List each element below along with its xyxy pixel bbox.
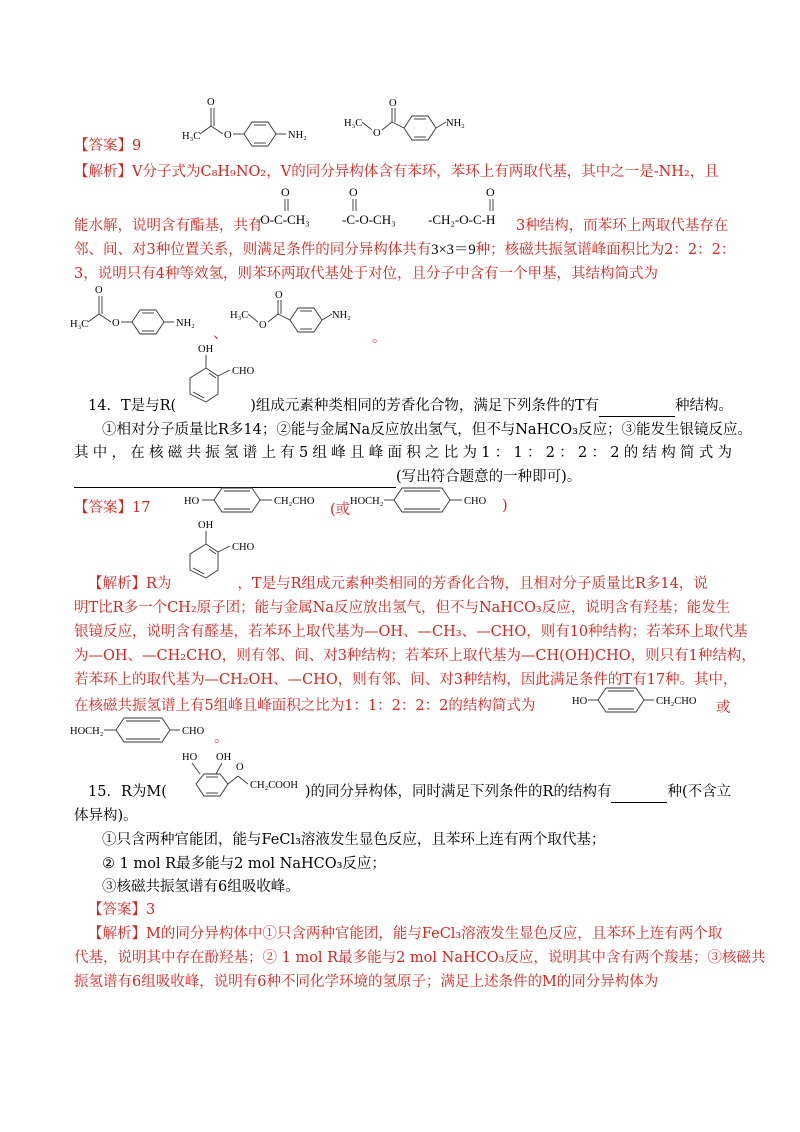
- svg-text:O: O: [275, 290, 283, 301]
- q13-analysis-line2b: 3种结构，而苯环上两取代基存在: [516, 218, 729, 234]
- svg-text:O: O: [281, 185, 290, 199]
- q15-cond1: ①只含两种官能团，能与FeCl₃溶液发生显色反应，且苯环上连有两个取代基；: [102, 832, 606, 848]
- structure-analysis-ans1: [568, 682, 728, 722]
- svg-text:O: O: [112, 318, 120, 329]
- q14-answer-blank[interactable]: [599, 396, 675, 417]
- svg-text:O: O: [373, 128, 381, 139]
- label-oh: OH: [198, 344, 214, 355]
- or-open: (或: [330, 502, 351, 518]
- structure-methyl-aminobenzoate-2: [222, 290, 382, 340]
- q14-line3: 其中，在核磁共振氢谱上有5组峰且峰面积之比为1：1：2：2：2的结构简式为: [74, 445, 732, 461]
- svg-text:NH₂: NH₂: [288, 130, 307, 141]
- svg-text:NH₂: NH₂: [332, 310, 351, 321]
- svg-text:OH: OH: [216, 752, 232, 763]
- q15-cond3: ③核磁共振氢谱有6组吸收峰。: [102, 879, 300, 895]
- label-cho: CHO: [232, 366, 255, 377]
- structure-analysis-ans2: [70, 712, 230, 752]
- svg-text:CHO: CHO: [182, 726, 205, 737]
- answer-tag: 【答案】: [74, 138, 132, 154]
- q14-analysis-line4: 为—OH、—CH₂CHO，则有邻、间、对3种结构；若苯环上取代基为—CH(OH)CHO，则只有1种结构，: [74, 648, 756, 664]
- svg-text:O: O: [349, 185, 358, 199]
- svg-text:CHO: CHO: [464, 496, 487, 507]
- fragment-2: -C-O-CH₃: [342, 212, 396, 227]
- q13-analysis-line3: 邻、间、对3种位置关系，则满足条件的同分异构体共有3×3＝9种；核磁共振氢谱峰面积比为2：2：2：: [74, 242, 736, 258]
- svg-text:HOCH₂: HOCH₂: [70, 726, 104, 737]
- svg-text:H₃C: H₃C: [344, 118, 363, 129]
- mol-label-h3c: H₃C: [182, 131, 201, 142]
- svg-text:O: O: [259, 320, 267, 331]
- answer-value: 9: [132, 138, 142, 154]
- q14-analysis-line2: 明T比R多一个CH₂原子团；能与金属Na反应放出氢气，但不与NaHCO₃反应，说明含有羟基；能发生: [74, 600, 731, 616]
- structure-methyl-aminobenzoate: [336, 98, 496, 148]
- q13-analysis-line2: 能水解，说明含有酯基，共有: [74, 218, 263, 234]
- q14-analysis-line6: 在核磁共振氢谱上有5组峰且峰面积之比为1：1：2：2：2的结构简式为: [74, 698, 536, 714]
- svg-text:HOCH₂: HOCH₂: [350, 496, 384, 507]
- q15-analysis-line3: 振氢谱有6组吸收峰，说明有6种不同化学环境的氢原子；满足上述条件的M的同分异构体为: [74, 974, 659, 990]
- q15-cond2: ② 1 mol R最多能与2 mol NaHCO₃反应；: [102, 856, 386, 872]
- svg-text:O: O: [207, 97, 215, 108]
- svg-text:HO: HO: [572, 696, 588, 707]
- end-mark-2: 。: [214, 730, 229, 746]
- q15-answer-blank[interactable]: [611, 782, 667, 803]
- q15-answer: 【答案】3: [88, 902, 156, 918]
- q14-analysis-line3: 银镜反应，说明含有醛基，若苯环上取代基为—OH、—CH₃、—CHO，则有10种结构；若苯环上取代基: [74, 624, 748, 640]
- q13-analysis-line1: 【解析】V分子式为C₈H₉NO₂，V的同分异构体含有苯环，苯环上有两取代基，其中之一是-NH₂，且: [74, 164, 719, 180]
- fragment-1: -O-C-CH₃: [256, 212, 310, 227]
- svg-text:CH₂CHO: CH₂CHO: [274, 496, 315, 507]
- q13-analysis-line4: 3，说明只有4种等效氢，则苯环两取代基处于对位，且分子中含有一个甲基，其结构简式为: [74, 266, 658, 282]
- svg-text:CH₂CHO: CH₂CHO: [656, 696, 697, 707]
- end-mark: 。: [372, 330, 387, 346]
- or-word: 或: [716, 700, 731, 716]
- separator: 、: [213, 326, 228, 342]
- svg-text:NH₂: NH₂: [176, 318, 195, 329]
- svg-text:O: O: [486, 185, 495, 199]
- q15-line2: 体异构)。: [74, 808, 138, 824]
- q15-analysis-line2: 代基，说明其中存在酚羟基；② 1 mol R最多能与2 mol NaHCO₃反应，说明其中含有两个羧基；③核磁共: [74, 950, 766, 966]
- q14-conditions: ①相对分子质量比R多14；②能与金属Na反应放出氢气，但不与NaHCO₃反应；③能发生银镜反应。: [102, 422, 752, 438]
- svg-text:O: O: [236, 762, 244, 773]
- structure-acetoxy-aniline-2: [66, 282, 226, 338]
- q15-analysis-line1: 【解析】M的同分异构体中①只含两种官能团，能与FeCl₃溶液发生显色反应，且苯环上连有两个取: [88, 926, 723, 942]
- structure-acetoxy-aniline: [178, 96, 338, 152]
- svg-text:O: O: [95, 285, 103, 296]
- svg-text:HO: HO: [182, 752, 198, 763]
- ester-fragments: [256, 182, 516, 238]
- svg-text:H₃C: H₃C: [70, 319, 89, 330]
- structure-hydroxymethylbenzaldehyde: [350, 482, 510, 522]
- fragment-3: -CH₂-O-C-H: [428, 212, 496, 227]
- q14-answer: 【答案】17: [74, 500, 151, 516]
- or-close: ): [502, 498, 508, 514]
- q14-analysis-line1: 【解析】R为 ，T是与R组成元素种类相同的芳香化合物，且相对分子质量比R多14，说: [88, 576, 708, 592]
- svg-text:OH: OH: [198, 520, 214, 531]
- svg-text:O: O: [389, 98, 397, 109]
- svg-text:CH₂COOH: CH₂COOH: [250, 780, 298, 791]
- q14-line4: (写出符合题意的一种即可)。: [74, 467, 734, 488]
- svg-text:NH₂: NH₂: [446, 118, 465, 129]
- equation: 3×3＝9: [431, 242, 476, 258]
- svg-text:HO: HO: [184, 496, 200, 507]
- svg-text:O: O: [224, 130, 232, 141]
- q15-stem: 15．R为M( )的同分异构体，同时满足下列条件的R的结构有 种(不含立: [88, 782, 748, 803]
- svg-text:CHO: CHO: [232, 542, 255, 553]
- svg-text:H₃C: H₃C: [230, 310, 249, 321]
- q14-analysis-line5: 若苯环上的取代基为—CH₂OH、—CHO，则有邻、间、对3种结构，因此满足条件的T有17种。其中，: [74, 672, 738, 688]
- q14-stem: 14．T是与R( )组成元素种类相同的芳香化合物，满足下列条件的T有 种结构。: [88, 396, 748, 417]
